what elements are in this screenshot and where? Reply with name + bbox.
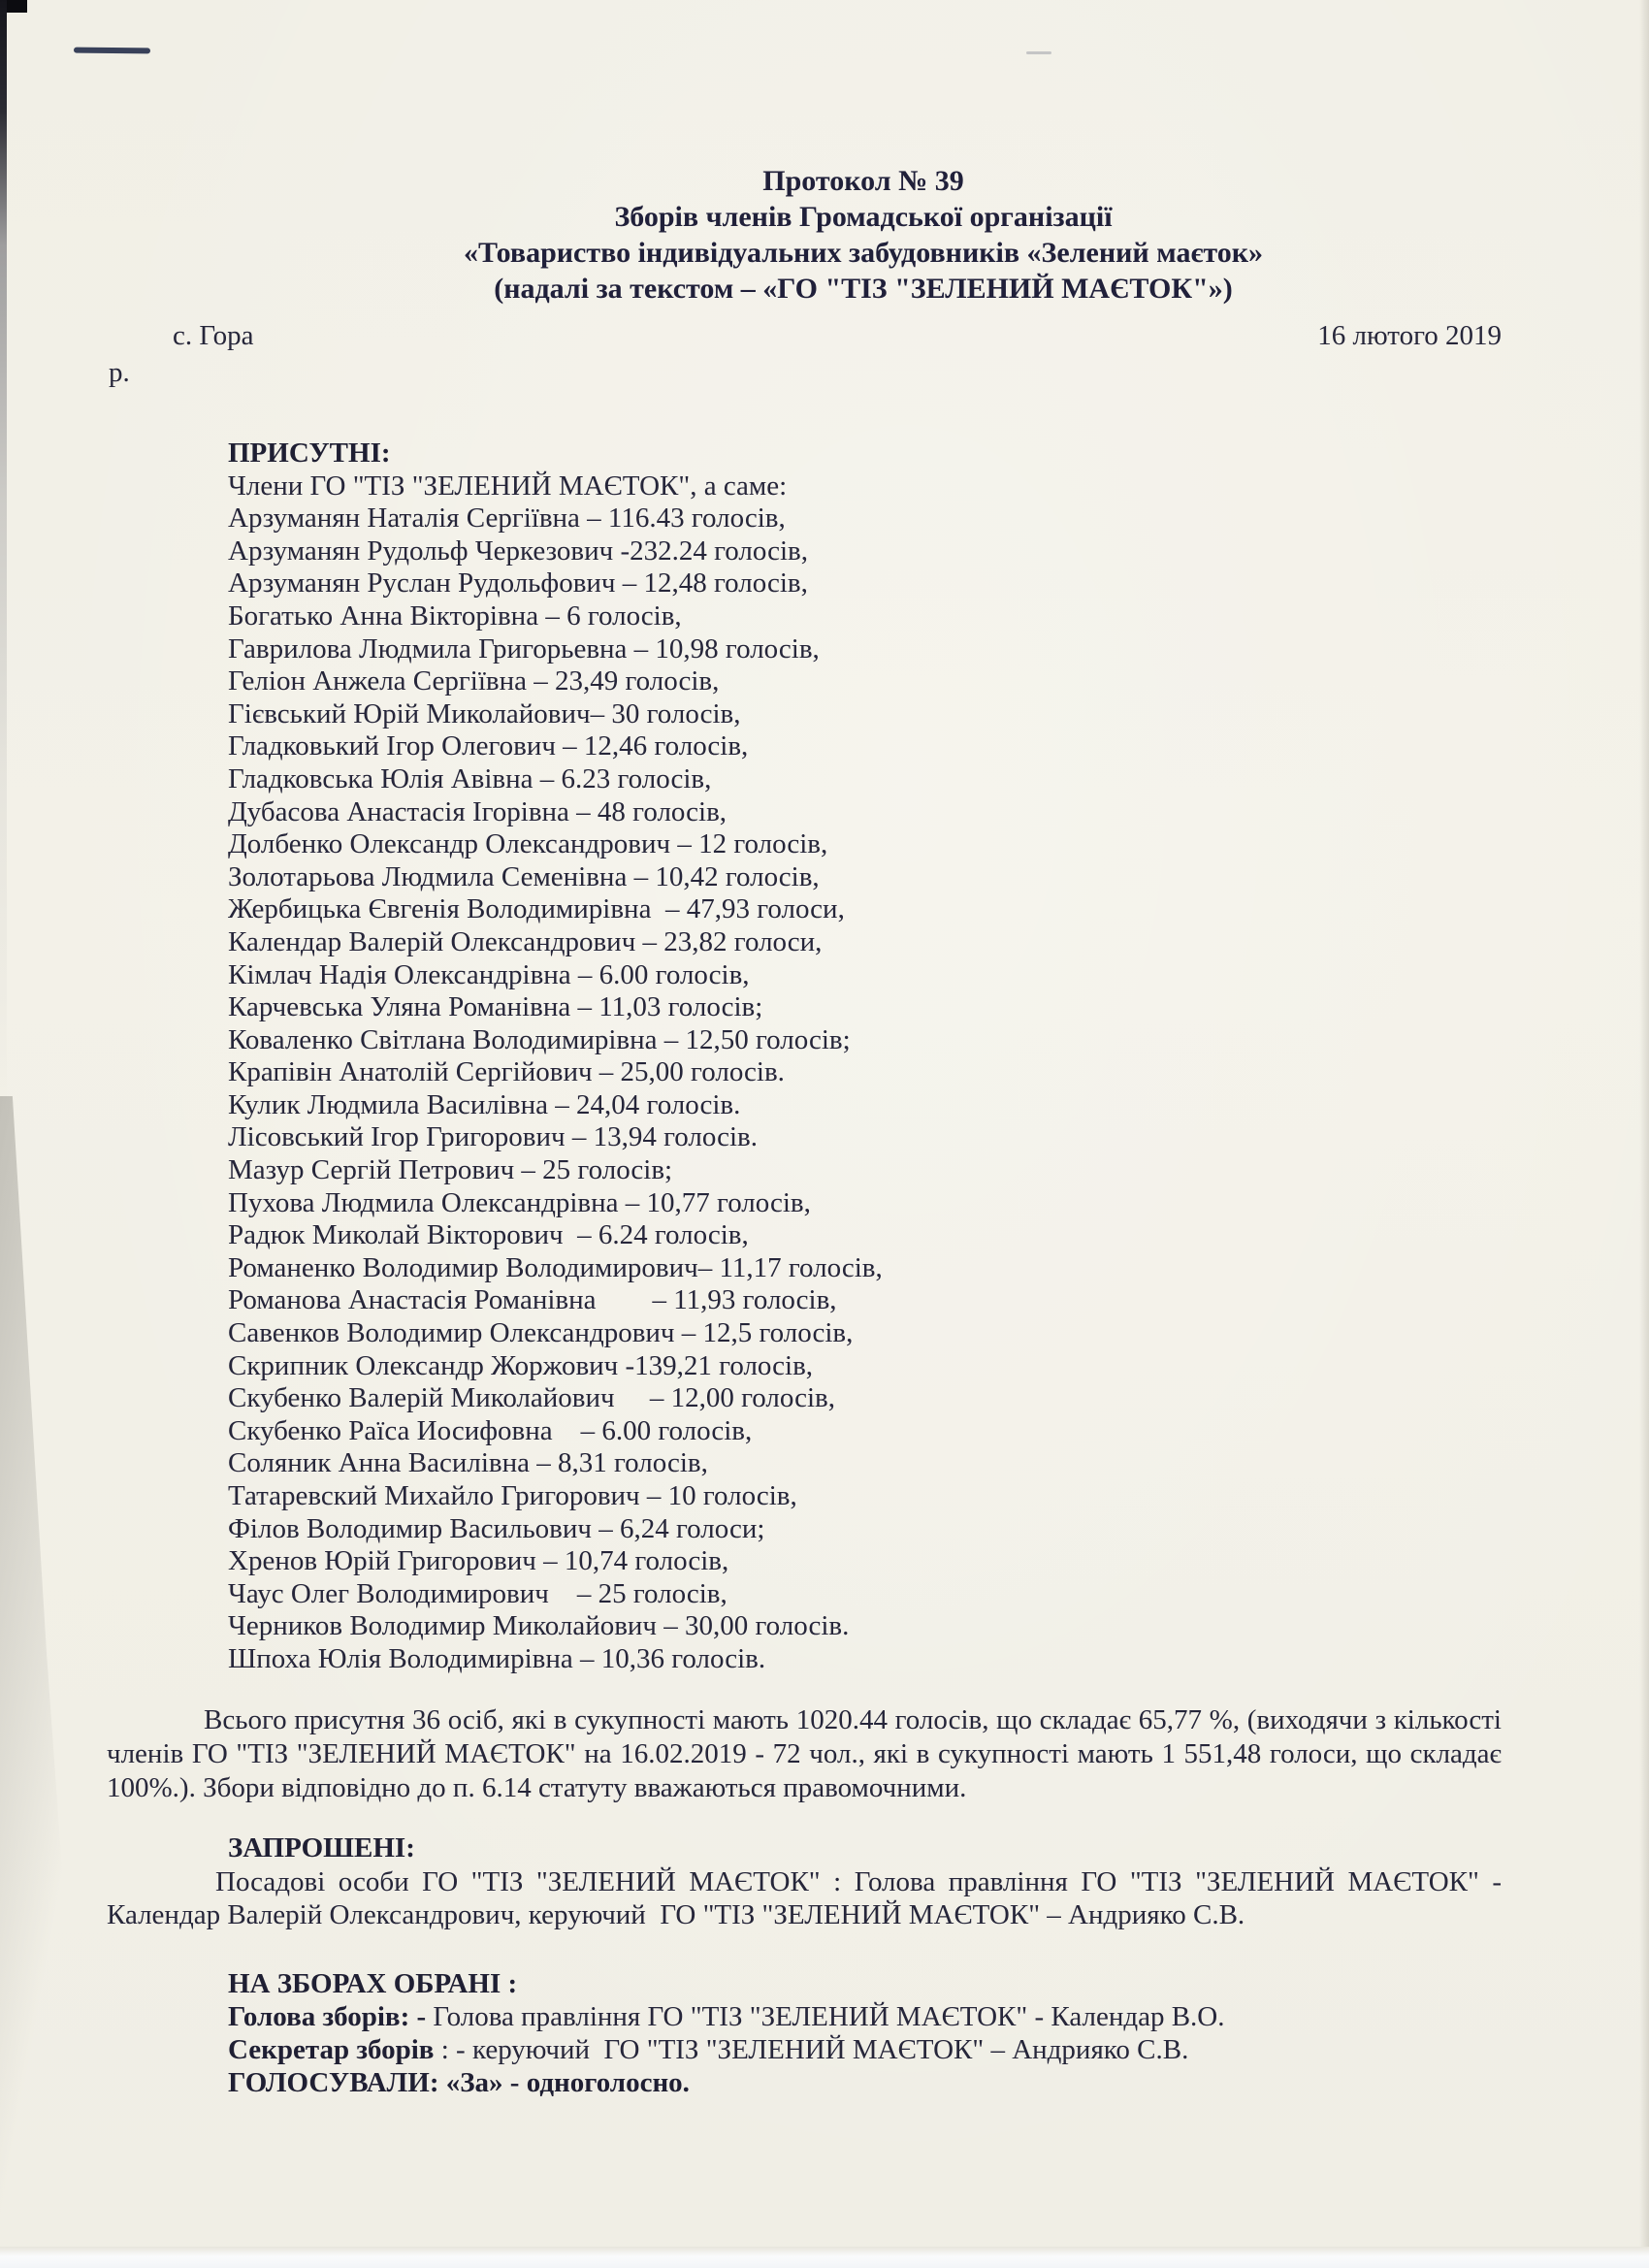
member-line: Філов Володимир Васильович – 6,24 голоси; [228, 1512, 765, 1544]
member-line: Гієвський Юрій Миколайович– 30 голосів, [228, 697, 741, 729]
present-heading: ПРИСУТНІ: [228, 437, 391, 469]
chairman-label: Голова зборів: - [228, 2001, 427, 2032]
year-suffix: р. [109, 357, 130, 388]
member-line: Кімлач Надія Олександрівна – 6.00 голосів, [228, 958, 750, 990]
member-line: Чаус Олег Володимирович – 25 голосів, [228, 1577, 728, 1609]
member-line: Арзуманян Руслан Рудольфович – 12,48 голосів, [228, 567, 808, 599]
member-line: Арзуманян Наталія Сергіївна – 116.43 голосів, [228, 502, 786, 535]
member-line: Золотарьова Людмила Семенівна – 10,42 голосів, [228, 860, 820, 892]
member-line: Арзуманян Рудольф Черкезович -232.24 голосів, [228, 535, 808, 567]
member-line: Коваленко Світлана Володимирівна – 12,50 голосів; [228, 1023, 851, 1055]
member-line: Богатько Анна Вікторівна – 6 голосів, [228, 599, 682, 632]
document-title [194, 163, 1533, 307]
member-line: Савенков Володимир Олександрович – 12,5 голосів, [228, 1317, 854, 1349]
member-line: Лісовський Ігор Григорович – 13,94 голосів. [228, 1121, 758, 1153]
attendance-summary: Всього присутня 36 осіб, які в сукупності мають 1020.44 голосів, що складає 65,77 %, (виходячи з кількості членів ГО "ТІЗ "ЗЕЛЕНИЙ МАЄТОК" на 16.02.2019 - 72 чол., які в сукупності мають 1 551,48 голоси, що складає 100%.). Збори відповідно до п. 6.14 статуту вважаються правомочними. [107, 1704, 1502, 1803]
elected-heading: НА ЗБОРАХ ОБРАНІ : [228, 1968, 518, 1999]
member-line: Романова Анастасія Романівна – 11,93 голосів, [228, 1284, 837, 1316]
elected-section [107, 1967, 1502, 2099]
member-line: Карчевська Уляна Романівна – 11,03 голосів; [228, 991, 763, 1023]
invited-section [107, 1831, 1509, 1932]
present-intro: Члени ГО "ТІЗ "ЗЕЛЕНИЙ МАЄТОК", а саме: [228, 470, 788, 502]
member-line: Крапівін Анатолій Сергійович – 25,00 голосів. [228, 1056, 785, 1088]
faint-dash-mark [1026, 51, 1051, 54]
member-line: Татаревский Михайло Григорович – 10 голосів, [228, 1480, 797, 1511]
secretary-text: : - керуючий ГО "ТІЗ "ЗЕЛЕНИЙ МАЄТОК" – Андрияко С.В. [434, 2034, 1189, 2065]
member-line: Жербицька Євгенія Володимирівна – 47,93 голоси, [228, 893, 845, 925]
scan-left-edge-shadow [0, 0, 7, 1116]
pen-mark [74, 48, 150, 54]
invited-heading: ЗАПРОШЕНІ: [228, 1832, 415, 1863]
member-line: Гладковький Ігор Олегович – 12,46 голосів, [228, 730, 749, 762]
page-curl-shadow [0, 1096, 89, 2251]
chairman-text: Голова правління ГО "ТІЗ "ЗЕЛЕНИЙ МАЄТОК" - Календар В.О. [426, 2001, 1225, 2032]
member-line: Гаврилова Людмила Григорьевна – 10,98 голосів, [228, 632, 820, 664]
title-line: Протокол № 39 [762, 165, 964, 197]
member-line: Соляник Анна Василівна – 8,31 голосів, [228, 1447, 708, 1479]
scanner-bed-strip [0, 2247, 1649, 2268]
title-line: «Товариство індивідуальних забудовників «Зелений маєток» [463, 237, 1264, 269]
member-line: Черников Володимир Миколайович – 30,00 голосів. [228, 1610, 850, 1642]
member-line: Календар Валерій Олександрович – 23,82 голоси, [228, 925, 823, 957]
member-line: Скрипник Олександр Жоржович -139,21 голосів, [228, 1349, 814, 1381]
member-line: Гладковська Юлія Авівна – 6.23 голосів, [228, 762, 712, 794]
place: с. Гора [173, 320, 254, 351]
member-line: Долбенко Олександр Олександрович – 12 голосів, [228, 828, 828, 860]
member-line: Скубенко Валерій Миколайович – 12,00 голосів, [228, 1382, 835, 1414]
title-line: Зборів членів Громадської організації [614, 201, 1113, 233]
member-line: Дубасова Анастасія Ігорівна – 48 голосів, [228, 795, 728, 827]
present-section [228, 437, 1508, 1676]
member-line: Скубенко Раїса Иосифовна – 6.00 голосів, [228, 1414, 753, 1446]
secretary-line [228, 2033, 1502, 2066]
invited-text: Посадові особи ГО "ТІЗ "ЗЕЛЕНИЙ МАЄТОК" : Голова правління ГО "ТІЗ "ЗЕЛЕНИЙ МАЄТОК" - Календар Валерій Олександрович, керуючий ГО "ТІЗ "ЗЕЛЕНИЙ МАЄТОК" – Андрияко С.В. [107, 1865, 1509, 1930]
members-list [228, 502, 1508, 1675]
member-line: Романенко Володимир Володимирович– 11,17 голосів, [228, 1251, 883, 1283]
date: 16 лютого 2019 [1317, 320, 1502, 351]
secretary-label: Секретар зборів [228, 2034, 435, 2065]
member-line: Шпоха Юлія Володимирівна – 10,36 голосів. [228, 1642, 766, 1674]
title-line: (надалі за текстом – «ГО "ТІЗ "ЗЕЛЕНИЙ МАЄТОК"») [494, 273, 1233, 305]
member-line: Радюк Миколай Вікторович – 6.24 голосів, [228, 1219, 749, 1251]
voted-line: ГОЛОСУВАЛИ: «За» - одноголосно. [228, 2067, 690, 2098]
member-line: Хренов Юрій Григорович – 10,74 голосів, [228, 1545, 729, 1577]
chairman-line [228, 2000, 1502, 2033]
place-date-row [173, 320, 1502, 352]
member-line: Геліон Анжела Сергіївна – 23,49 голосів, [228, 665, 720, 697]
member-line: Кулик Людмила Василівна – 24,04 голосів. [228, 1088, 741, 1120]
member-line: Пухова Людмила Олександрівна – 10,77 голосів, [228, 1186, 811, 1218]
scan-right-edge-shadow [1639, 0, 1649, 2268]
member-line: Мазур Сергій Петрович – 25 голосів; [228, 1154, 673, 1186]
